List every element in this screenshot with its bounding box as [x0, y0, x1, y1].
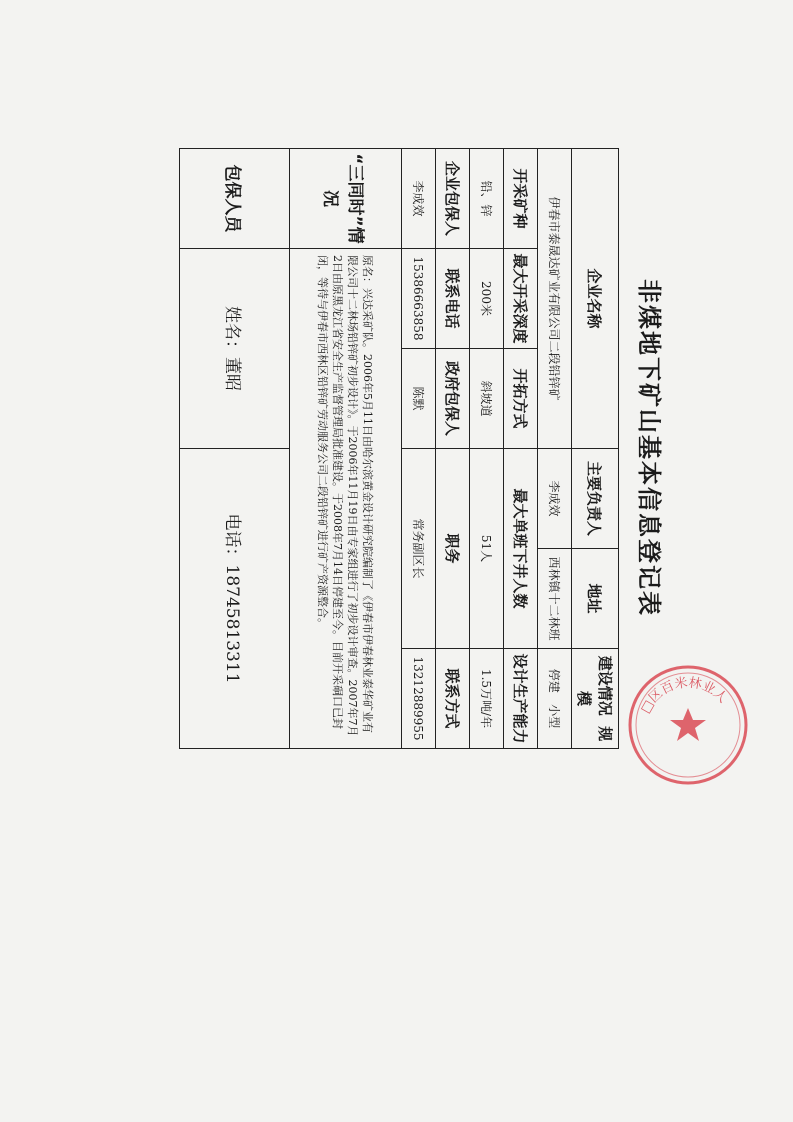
header-company-name: 企业名称 — [572, 149, 619, 449]
value-three-same: 原名：兴达采矿队。2006年5月11日由哈尔滨黄金设计研究院编制了《伊春市伊春林业泰华矿业有限公司十二林场铅锌矿初步设计》。于2006年11月19日由专家组进行了初步设计审查。2007年7月2日由原黑龙江省安全生产监督管理局批准建设。于2008年7月14日停建至今。目前开采硐口已封闭，等待与伊春市西林区铅锌矿劳动服务公司二段铅锌矿进行矿产资源整合。 — [290, 249, 402, 749]
header-three-same: “三同时”情况 — [290, 149, 402, 249]
info-table — [179, 148, 619, 749]
header-contact: 联系方式 — [436, 649, 470, 749]
header-mineral: 开采矿种 — [504, 149, 538, 249]
value-address: 西林镇十二林班 — [538, 549, 572, 649]
value-construction-status: 停建 — [547, 668, 561, 693]
value-guarantee-name: 姓名：董昭 — [180, 249, 290, 449]
value-development-method: 斜坡道 — [470, 349, 504, 449]
value-guarantee-phone: 电话：18745813311 — [180, 449, 290, 749]
page-title: 非煤地下矿山基本信息登记表 — [635, 279, 664, 617]
header-max-workers: 最大单班下井人数 — [504, 449, 538, 649]
value-construction — [538, 649, 572, 749]
value-max-workers: 51人 — [470, 449, 504, 649]
red-seal-stamp — [623, 660, 753, 790]
header-company-guarantor: 企业包保人 — [436, 149, 470, 249]
value-gov-guarantor: 陈默 — [402, 349, 436, 449]
header-position: 职务 — [436, 449, 470, 649]
value-company-name: 伊春市泰晟达矿业有限公司二段铅锌矿 — [538, 149, 572, 449]
value-company-guarantor: 李成效 — [402, 149, 436, 249]
value-phone: 15386663858 — [402, 249, 436, 349]
header-max-depth: 最大开采深度 — [504, 249, 538, 349]
value-contact: 13212889955 — [402, 649, 436, 749]
value-position: 常务副区长 — [402, 449, 436, 649]
header-construction — [572, 649, 619, 749]
header-scale: 规模 — [575, 691, 614, 742]
header-phone: 联系电话 — [436, 249, 470, 349]
value-design-capacity: 1.5万吨/年 — [470, 649, 504, 749]
value-mineral: 铅、锌 — [470, 149, 504, 249]
header-construction-status: 建设情况 — [596, 655, 614, 716]
value-max-depth: 200米 — [470, 249, 504, 349]
header-gov-guarantor: 政府包保人 — [436, 349, 470, 449]
svg-text:□区百米林业人: □区百米林业人 — [638, 675, 730, 716]
header-design-capacity: 设计生产能力 — [504, 649, 538, 749]
header-principal: 主要负责人 — [572, 449, 619, 549]
header-address: 地址 — [572, 549, 619, 649]
value-scale: 小型 — [547, 704, 561, 729]
value-principal: 李成效 — [538, 449, 572, 549]
header-development-method: 开拓方式 — [504, 349, 538, 449]
header-guarantee-staff: 包保人员 — [180, 149, 290, 249]
registration-sheet — [109, 148, 730, 748]
